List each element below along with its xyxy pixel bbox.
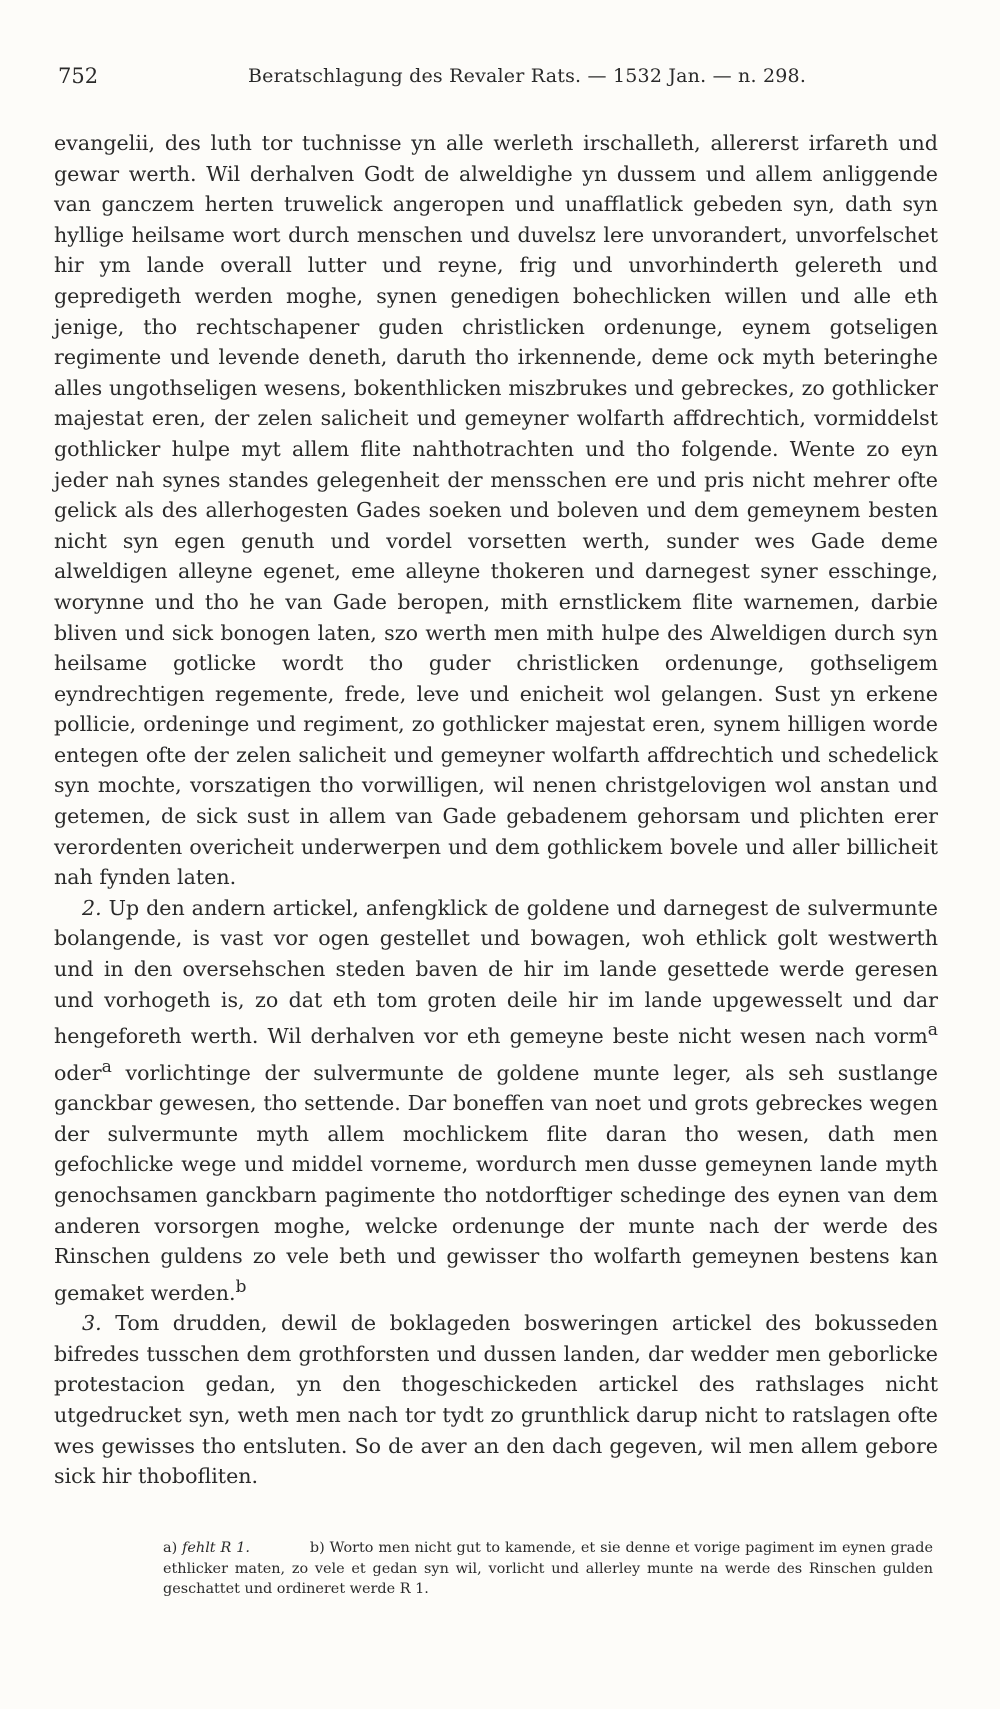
main-text	[54, 128, 938, 1492]
paragraph-2-text-b: oder	[54, 1060, 102, 1085]
footnote-b-text: Worto men nicht gut to kamende, et sie denne et vorige pagiment im eynen grade ethlicker maten, zo vele et gedan syn wil, vorlicht und allerley munte na werde des Rinschen gulden geschattet und ordineret werde R 1.	[163, 1540, 933, 1597]
paragraph-3-number: 3.	[82, 1311, 102, 1336]
paragraph-1: evangelii, des luth tor tuchnisse yn alle werleth irschalleth, allererst irfareth und gewar werth. Wil derhalven Godt de alweldighe yn dussem und allem anliggende van ganczem herten truwelick angeropen und unafflatlick gebeden syn, dath syn hyllige heilsame wort durch menschen und duvelsz lere unvorandert, unvorfelschet hir ym lande overall lutter und reyne, frig und unvorhinderth gelereth und gepredigeth werden moghe, synen genedigen bohechlicken willen und alle eth jenige, tho rechtschapener guden christlicken ordenunge, eynem gotseligen regimente und levende deneth, daruth tho irkennende, deme ock myth beteringhe alles ungothseligen wesens, bokenthlicken miszbrukes und gebreckes, zo gothlicker majestat eren, der zelen salicheit und gemeyner wolfarth affdrechtich, vormiddelst gothlicker hulpe myt allem flite nahthotrachten und tho folgende. Wente zo eyn jeder nah synes standes gelegenheit der mensschen ere und pris nicht mehrer ofte gelick als des allerhogesten Gades soeken und boleven und dem gemeynem besten nicht syn egen genuth und vordel vorsetten werth, sunder wes Gade deme alweldigen alleyne egenet, eme alleyne thokeren und darnegest syner esschinge, worynne und tho he van Gade beropen, mith ernstlickem flite warnemen, darbie bliven und sick bonogen laten, szo werth men mith hulpe des Alweldigen durch syn heilsame gotlicke wordt tho guder christlicken ordenunge, gothseligem eyndrechtigen regemente, frede, leve und enicheit wol gelangen. Sust yn erkene pollicie, ordeninge und regiment, zo gothlicker majestat eren, synem hilligen worde entegen ofte der zelen salicheit und gemeyner wolfarth affdrechtich und schedelick syn mochte, vorszatigen tho vorwilligen, wil nenen christgelovigen wol anstan und getemen, de sick sust in allem van Gade gebadenem gehorsam und plichten erer verordenten overicheit underwerpen und dem gothlickem bovele und aller billicheit nah fynden laten.	[54, 131, 938, 890]
paragraph-2-text-a: Up den andern artickel, anfengklick de goldene und darnegest de sulvermunte bolangende, is vast vor ogen gestellet und bowagen, woh ethlick golt westwerth und in den oversehschen steden baven de hir im lande gesettede werde geresen und vorhogeth is, zo dat eth tom groten deile hir im lande upgewesselt und dar hengeforeth werth. Wil derhalven vor eth gemeyne beste nicht wesen nach vorm	[54, 895, 938, 1049]
paragraph-3-text: Tom drudden, dewil de boklageden bosweringen artickel des bokusseden bifredes tusschen dem grothforsten und dussen landen, dar wedder men geborlicke protestacion gedan, yn den thogeschickeden artickel des rathslages nicht utgedrucket syn, weth men nach tor tydt zo grunthlick darup nicht to ratslagen ofte wes gewisses tho entsluten. So de aver an den dach gegeven, wil men allem gebore sick hir thobofliten.	[54, 1311, 938, 1489]
page-header	[58, 64, 940, 94]
footnote-b-label: b)	[309, 1540, 325, 1556]
footnote-mark-a-2: a	[101, 1056, 112, 1077]
running-title: Beratschlagung des Revaler Rats. — 1532 Jan. — n. 298.	[248, 65, 807, 87]
footnote-mark-a-1: a	[927, 1020, 938, 1041]
footnote-a-text: fehlt R 1.	[182, 1540, 250, 1556]
footnotes	[163, 1538, 933, 1600]
paragraph-3	[54, 1308, 938, 1492]
footnote-mark-b: b	[235, 1276, 247, 1297]
paragraph-2-text-c: vorlichtinge der sulvermunte de goldene munte leger, als seh sustlange ganckbar gewesen, tho settende. Dar boneffen van noet und grots gebreckes wegen der sulvermunte myth allem mochlickem flite daran tho wesen, dath men gefochlicke wege und middel vorneme, wordurch men dusse gemeynen lande myth genochsamen ganckbarn pagimente tho notdorftiger schedinge des eynen van dem anderen vorsorgen moghe, welcke ordenunge der munte nach der werde des Rinschen guldens zo vele beth und gewisser tho wolfarth gemeynen bestens kan gemaket werden.	[54, 1060, 938, 1305]
paragraph-2	[54, 893, 938, 1308]
page-number: 752	[58, 64, 99, 88]
footnote-a-label: a)	[163, 1540, 178, 1556]
paragraph-2-number: 2.	[82, 895, 102, 920]
